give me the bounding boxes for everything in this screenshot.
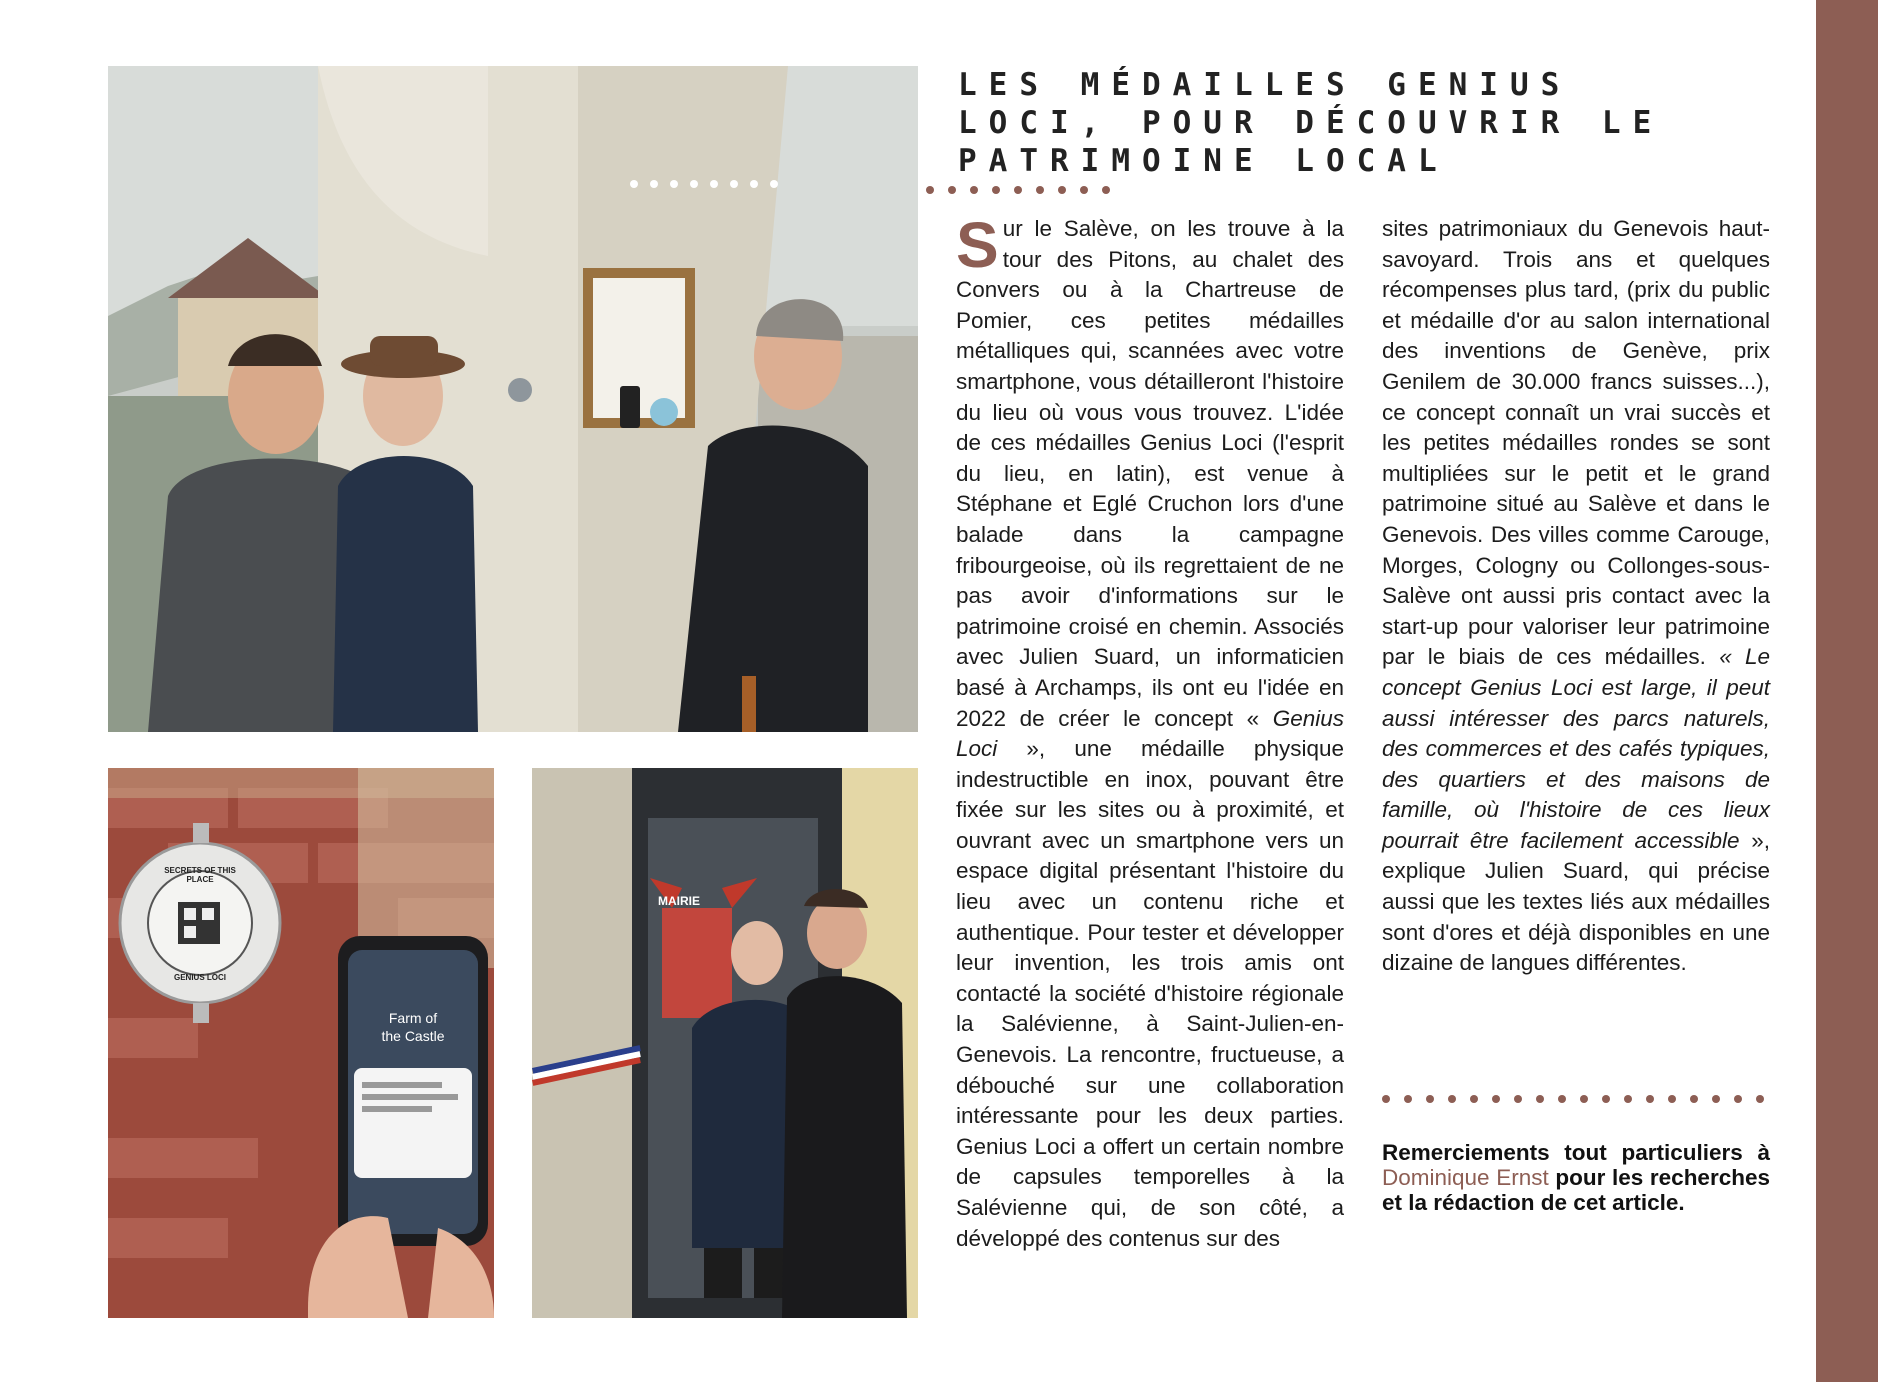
column-1-emphasis: Genius Loci — [956, 705, 1344, 762]
photo-medal-and-phone — [108, 768, 494, 1318]
acknowledgement-dotted-divider — [1382, 1090, 1778, 1108]
column-1-text-a: ur le Salève, on les trouve à la tour des Pitons, au chalet des Convers ou à la Chartreuse de Pomier, ces petites médailles métalliques qui, scannées avec votre smartphone, vous détailleront l'histoire du lieu où vous vous trouvez. L'idée de ces médailles Genius Loci (l'esprit du lieu, en latin), est venue à Stéphane et Eglé Cruchon lors d'une balade dans la campagne fribourgeoise, où ils regrettaient de ne pas avoir d'informations sur le patrimoine croisé en chemin. Associés avec Julien Suard, un informaticien basé à Archamps, ils ont eu l'idée en 2022 de créer le concept « — [956, 216, 1344, 731]
column-2-quote: « Le concept Genius Loci est large, il peut aussi intéresser des parcs naturels, des commerces et des cafés typiques, des quartiers et des maisons de famille, où l'histoire de ces lieux pourrait être facilement accessible — [1382, 644, 1771, 853]
phone-screen-title-1: Farm of — [388, 1010, 438, 1026]
column-2-text-a: sites patrimoniaux du Genevois haut-savoyard. Trois ans et quelques récompenses plus tard, (prix du public et médaille d'or au salon international des inventions de Genève, prix Genilem de 30.000 francs suisses...), ce concept connaît un vrai succès et les petites médailles rondes se sont multipliées sur le petit et le grand patrimoine situé au Salève et dans le Genevois. Des villes comme Carouge, Morges, Cologny ou Collonges-sous-Salève ont aussi pris contact avec la start-up pour valoriser leur patrimoine par le biais de ces médailles. — [1382, 216, 1770, 670]
author-name: Dominique Ernst — [1382, 1165, 1549, 1190]
photo-men-scanning-medal — [108, 66, 918, 732]
medal-text-top: SECRETS OF THIS PLACE — [164, 866, 236, 884]
town-hall-sign: MAIRIE — [658, 894, 700, 908]
title-dotted-divider — [926, 181, 1124, 199]
photo-ribbon-cutting — [532, 768, 918, 1318]
brown-side-band — [1816, 0, 1878, 1382]
drop-cap: S — [956, 209, 999, 281]
phone-screen-title-2: the Castle — [381, 1028, 445, 1044]
acknowledgements — [1382, 1140, 1770, 1215]
acknowledgement-text-b: pour les recherches et la rédaction de cet article. — [1382, 1165, 1770, 1215]
medal-text-bottom: GENIUS LOCI — [173, 973, 226, 982]
article-column-1 — [956, 209, 1344, 1254]
column-1-text-b: », une médaille physique indestructible en inox, pouvant être fixée sur les sites ou à proximité, et ouvrant avec un smartphone vers un espace digital présentant l'histoire du lieu avec un contenu riche et authentique. Pour tester et développer leur invention, les trois amis ont contacté la société d'histoire régionale la Salévienne, à Saint-Julien-en-Genevois. La rencontre, fructueuse, a débouché sur une collaboration intéressante pour les deux parties. Genius Loci a offert un certain nombre de capsules temporelles à la Salévienne qui, de son côté, a développé des contenus sur des — [956, 736, 1344, 1251]
article-title: LES MÉDAILLES GENIUS LOCI, POUR DÉCOUVRIR LE PATRIMOINE LOCAL — [958, 67, 1664, 179]
column-2-text-b: », explique Julien Suard, qui précise aussi que les textes liés aux médailles sont d'ores et déjà disponibles en une dizaine de langues différentes. — [1382, 827, 1770, 976]
article-column-2 — [1382, 214, 1770, 979]
acknowledgement-text-a: Remerciements tout particuliers à — [1382, 1140, 1770, 1165]
